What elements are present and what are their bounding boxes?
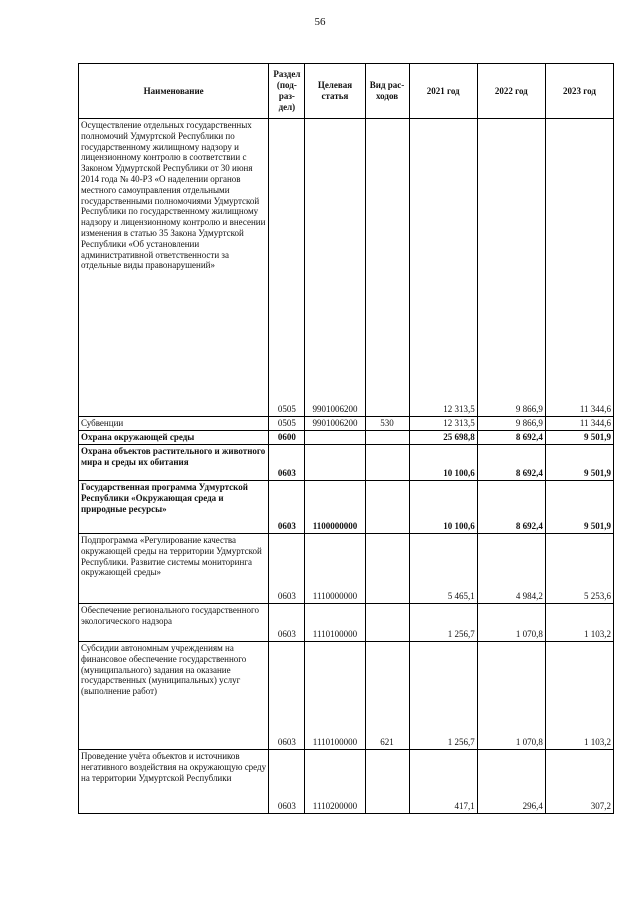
row-name: Обеспечение регионального государственного экологического надзора (79, 604, 269, 642)
header-razdel: Раздел (под-раз-дел) (269, 64, 305, 119)
table-row (79, 750, 614, 814)
row-celevaya (305, 431, 365, 445)
row-vid (365, 119, 409, 417)
table-header-row (79, 64, 614, 119)
row-value-2021: 1 256,7 (409, 642, 477, 750)
row-vid: 621 (365, 642, 409, 750)
row-value-2023: 9 501,9 (545, 481, 613, 534)
row-value-2023: 11 344,6 (545, 119, 613, 417)
row-value-2021: 25 698,8 (409, 431, 477, 445)
row-name: Проведение учёта объектов и источников негативного воздействия на окружающую среду на территории Удмуртской Республики (79, 750, 269, 814)
row-value-2022: 9 866,9 (477, 119, 545, 417)
table-row (79, 534, 614, 604)
row-razdel: 0600 (269, 431, 305, 445)
row-name: Охрана окружающей среды (79, 431, 269, 445)
row-celevaya: 1110200000 (305, 750, 365, 814)
row-value-2023: 1 103,2 (545, 604, 613, 642)
table-row (79, 431, 614, 445)
row-name: Государственная программа Удмуртской Республики «Окружающая среда и природные ресурсы» (79, 481, 269, 534)
row-value-2022: 1 070,8 (477, 642, 545, 750)
table-row (79, 445, 614, 481)
header-name: Наименование (79, 64, 269, 119)
table-body (79, 119, 614, 814)
budget-table (78, 63, 614, 814)
row-razdel: 0603 (269, 534, 305, 604)
row-value-2022: 4 984,2 (477, 534, 545, 604)
row-value-2022: 8 692,4 (477, 431, 545, 445)
row-name: Субсидии автономным учреждениям на финансовое обеспечение государственного (муниципального) задания на оказание государственных (муниципальных) услуг (выполнение работ) (79, 642, 269, 750)
row-name: Подпрограмма «Регулирование качества окружающей среды на территории Удмуртской Республики. Развитие системы мониторинга окружающей среды» (79, 534, 269, 604)
row-name: Осуществление отдельных государственных полномочий Удмуртской Республики по государственному жилищному надзору и лицензионному контролю в соответствии с Законом Удмуртской Республики от 30 июня 2014 года № 40-РЗ «О наделении органов местного самоуправления отдельными государственными полномочиями Удмуртской Республики по государственному жилищному надзору и лицензионному контролю и внесении изменения в статью 35 Закона Удмуртской Республики «Об установлении административной ответственности за отдельные виды правонарушений» (79, 119, 269, 417)
row-vid (365, 750, 409, 814)
row-celevaya (305, 445, 365, 481)
row-razdel: 0603 (269, 750, 305, 814)
row-value-2023: 9 501,9 (545, 445, 613, 481)
page-number: 56 (314, 16, 326, 28)
row-celevaya: 9901006200 (305, 417, 365, 431)
row-razdel: 0603 (269, 445, 305, 481)
table-row (79, 119, 614, 417)
row-value-2023: 11 344,6 (545, 417, 613, 431)
row-value-2021: 1 256,7 (409, 604, 477, 642)
row-value-2022: 9 866,9 (477, 417, 545, 431)
row-value-2021: 5 465,1 (409, 534, 477, 604)
row-name: Субвенции (79, 417, 269, 431)
table-row (79, 481, 614, 534)
row-razdel: 0603 (269, 604, 305, 642)
table-row (79, 642, 614, 750)
row-celevaya: 9901006200 (305, 119, 365, 417)
row-vid (365, 431, 409, 445)
row-vid (365, 604, 409, 642)
row-celevaya: 1110100000 (305, 604, 365, 642)
row-vid (365, 445, 409, 481)
table-row (79, 417, 614, 431)
row-name: Охрана объектов растительного и животного мира и среды их обитания (79, 445, 269, 481)
row-value-2022: 1 070,8 (477, 604, 545, 642)
table-row (79, 604, 614, 642)
header-2022: 2022 год (477, 64, 545, 119)
row-value-2021: 12 313,5 (409, 417, 477, 431)
row-value-2022: 8 692,4 (477, 481, 545, 534)
row-celevaya: 1110000000 (305, 534, 365, 604)
row-value-2022: 296,4 (477, 750, 545, 814)
row-value-2023: 1 103,2 (545, 642, 613, 750)
row-vid (365, 481, 409, 534)
row-vid (365, 534, 409, 604)
row-value-2021: 10 100,6 (409, 445, 477, 481)
header-vid: Вид рас-ходов (365, 64, 409, 119)
header-2021: 2021 год (409, 64, 477, 119)
row-razdel: 0505 (269, 417, 305, 431)
row-razdel: 0603 (269, 642, 305, 750)
header-2023: 2023 год (545, 64, 613, 119)
row-vid: 530 (365, 417, 409, 431)
row-value-2023: 9 501,9 (545, 431, 613, 445)
row-value-2023: 307,2 (545, 750, 613, 814)
row-celevaya: 1110100000 (305, 642, 365, 750)
row-value-2022: 8 692,4 (477, 445, 545, 481)
row-value-2021: 12 313,5 (409, 119, 477, 417)
row-razdel: 0603 (269, 481, 305, 534)
row-celevaya: 1100000000 (305, 481, 365, 534)
header-celevaya: Целевая статья (305, 64, 365, 119)
row-value-2021: 417,1 (409, 750, 477, 814)
row-value-2021: 10 100,6 (409, 481, 477, 534)
row-value-2023: 5 253,6 (545, 534, 613, 604)
row-razdel: 0505 (269, 119, 305, 417)
